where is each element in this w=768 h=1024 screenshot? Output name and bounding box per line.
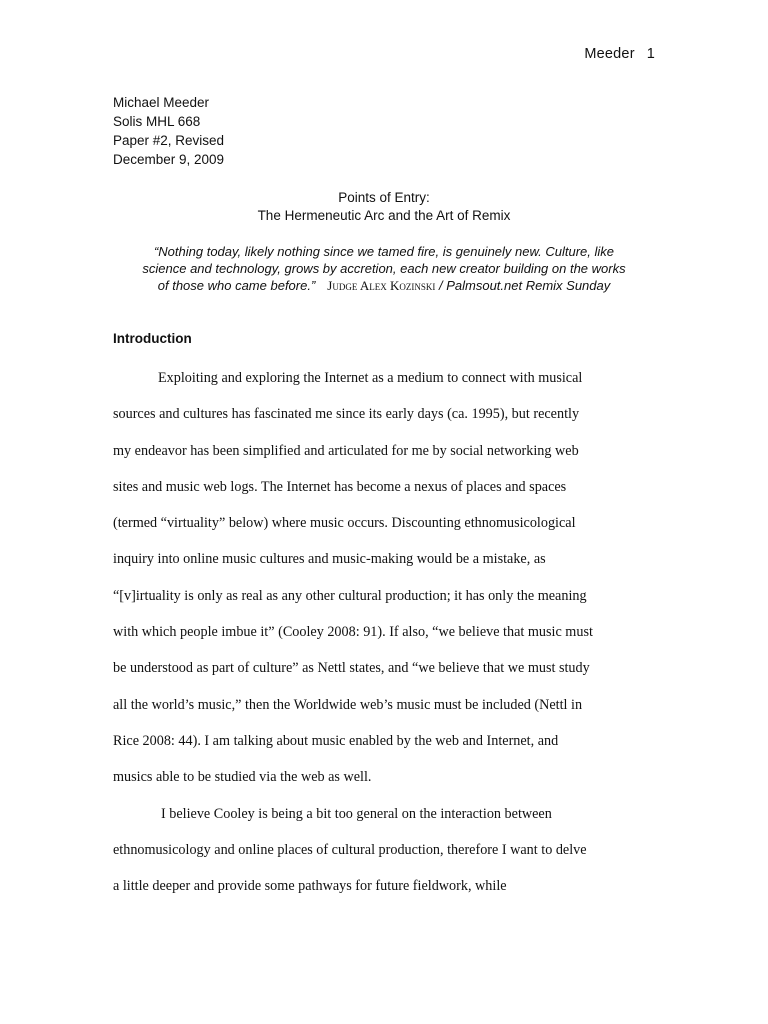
body-text — [113, 367, 658, 911]
body-line: ethnomusicology and online places of cultural production, therefore I want to delve — [113, 841, 587, 858]
header-author: Meeder — [584, 46, 635, 62]
page-number: 1 — [646, 46, 655, 62]
body-line: be understood as part of culture” as Nettl states, and “we believe that we must study — [113, 660, 590, 677]
body-line: musics able to be studied via the web as well. — [113, 769, 372, 786]
body-line: Exploiting and exploring the Internet as a medium to connect with musical — [158, 370, 583, 386]
body-line: (termed “virtuality” below) where music occurs. Discounting ethnomusicological — [113, 515, 576, 532]
title-line-2: The Hermeneutic Arc and the Art of Remix — [257, 208, 511, 223]
body-line: “[v]irtuality is only as real as any other cultural production; it has only the meaning — [113, 587, 587, 604]
author-name: Michael Meeder — [113, 95, 210, 110]
epigraph-attribution-name: Judge Alex Kozinski — [327, 278, 436, 293]
epigraph-line-3 — [130, 277, 638, 294]
paper-date: December 9, 2009 — [113, 152, 225, 167]
body-line: inquiry into online music cultures and music-making would be a mistake, as — [113, 551, 546, 568]
epigraph-line-1: “Nothing today, likely nothing since we tamed fire, is genuinely new. Culture, like — [153, 244, 615, 259]
body-line: with which people imbue it” (Cooley 2008: 91). If also, “we believe that music must — [113, 624, 593, 641]
author-info-block — [113, 93, 224, 169]
epigraph-line-3-text: of those who came before.” — [157, 278, 316, 293]
epigraph-line-2: science and technology, grows by accretion, each new creator building on the works — [142, 261, 626, 276]
body-line: sites and music web logs. The Internet has become a nexus of places and spaces — [113, 478, 567, 495]
body-line: a little deeper and provide some pathways for future fieldwork, while — [113, 878, 507, 895]
course-name: Solis MHL 668 — [113, 114, 201, 129]
section-heading: Introduction — [113, 331, 192, 346]
body-line: my endeavor has been simplified and articulated for me by social networking web — [113, 442, 579, 459]
body-line: all the world’s music,” then the Worldwide web’s music must be included (Nettl in — [113, 696, 583, 713]
epigraph-attribution-source: / Palmsout.net Remix Sunday — [435, 278, 611, 293]
title-line-1: Points of Entry: — [338, 190, 430, 205]
epigraph-quote — [130, 243, 638, 294]
assignment-label: Paper #2, Revised — [113, 133, 225, 148]
running-header — [584, 46, 655, 62]
body-line: sources and cultures has fascinated me since its early days (ca. 1995), but recently — [113, 406, 580, 423]
body-line: Rice 2008: 44). I am talking about music enabled by the web and Internet, and — [113, 732, 559, 749]
paper-title — [113, 189, 655, 225]
body-line: I believe Cooley is being a bit too general on the interaction between — [161, 805, 552, 822]
